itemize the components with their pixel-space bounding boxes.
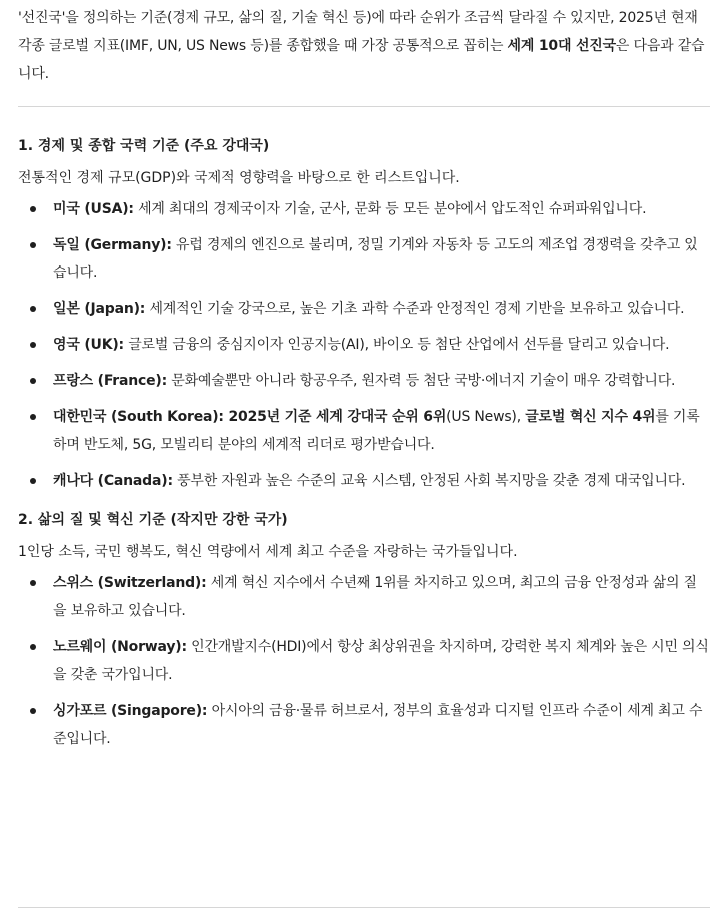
bullet-icon xyxy=(30,306,36,312)
bullet-icon xyxy=(30,378,36,384)
list-item xyxy=(18,403,710,459)
country-name: 캐나다 (Canada): xyxy=(53,473,173,489)
country-list-economy xyxy=(18,195,710,495)
country-name: 영국 (UK): xyxy=(53,337,124,353)
intro-text: '선진국'을 정의하는 기준(경제 규모, 삶의 질, 기술 혁신 등)에 따라 순위가 조금씩 달라질 수 있지만, 2025년 현재 각종 글로벌 지표(IMF, UN, US News 등)를 종합했을 때 가장 공통적으로 꼽히는 xyxy=(18,10,698,54)
country-description: 세계 혁신 지수에서 수년째 1위를 차지하고 있으며, 최고의 금융 안정성과 삶의 질을 보유하고 있습니다. xyxy=(53,575,697,619)
section-description-quality: 1인당 소득, 국민 행복도, 혁신 역량에서 세계 최고 수준을 자랑하는 국가들입니다. xyxy=(18,544,518,560)
bullet-icon xyxy=(30,478,36,484)
list-item xyxy=(18,331,710,359)
section-title-economy: 1. 경제 및 종합 국력 기준 (주요 강대국) xyxy=(18,138,270,154)
country-description: (US News), xyxy=(446,409,526,425)
bullet-icon xyxy=(30,580,36,586)
country-highlight: 글로벌 혁신 지수 4위 xyxy=(525,409,656,425)
list-item xyxy=(18,569,710,625)
intro-paragraph xyxy=(18,0,710,88)
section-title-quality: 2. 삶의 질 및 혁신 기준 (작지만 강한 국가) xyxy=(18,512,288,528)
bullet-icon xyxy=(30,242,36,248)
list-item xyxy=(18,195,710,223)
country-name: 독일 (Germany): xyxy=(53,237,172,253)
country-description: 세계 최대의 경제국이자 기술, 군사, 문화 등 모든 분야에서 압도적인 슈퍼파워입니다. xyxy=(133,201,647,217)
country-description: 아시아의 금융·물류 허브로서, 정부의 효율성과 디지털 인프라 수준이 세계 최고 수준입니다. xyxy=(53,703,703,747)
bullet-icon xyxy=(30,644,36,650)
country-description: 세계적인 기술 강국으로, 높은 기초 과학 수준과 안정적인 경제 기반을 보유하고 있습니다. xyxy=(145,301,685,317)
country-description: 인간개발지수(HDI)에서 항상 최상위권을 차지하며, 강력한 복지 체계와 높은 시민 의식을 갖춘 국가입니다. xyxy=(53,639,709,683)
bullet-icon xyxy=(30,708,36,714)
country-description: 글로벌 금융의 중심지이자 인공지능(AI), 바이오 등 첨단 산업에서 선두를 달리고 있습니다. xyxy=(123,337,670,353)
country-name: 일본 (Japan): xyxy=(53,301,146,317)
country-name: 미국 (USA): xyxy=(53,201,134,217)
section-description-economy: 전통적인 경제 규모(GDP)와 국제적 영향력을 바탕으로 한 리스트입니다. xyxy=(18,170,460,186)
divider xyxy=(18,907,710,908)
country-description-end: 를 기록하며 반도체, 5G, 모빌리티 분야의 세계적 리더로 평가받습니다. xyxy=(53,409,700,453)
country-name: 프랑스 (France): xyxy=(53,373,168,389)
list-item xyxy=(18,633,710,689)
country-name: 노르웨이 (Norway): xyxy=(53,639,187,655)
country-name: 대한민국 (South Korea): 2025년 기준 세계 강대국 순위 6위 xyxy=(53,409,447,425)
country-description: 풍부한 자원과 높은 수준의 교육 시스템, 안정된 사회 복지망을 갖춘 경제 대국입니다. xyxy=(172,473,686,489)
country-description: 유럽 경제의 엔진으로 불리며, 정밀 기계와 자동차 등 고도의 제조업 경쟁력을 갖추고 있습니다. xyxy=(53,237,698,281)
bullet-icon xyxy=(30,206,36,212)
country-name: 싱가포르 (Singapore): xyxy=(53,703,208,719)
list-item xyxy=(18,295,710,323)
bullet-icon xyxy=(30,414,36,420)
divider xyxy=(18,106,710,107)
intro-bold-text: 세계 10대 선진국 xyxy=(507,38,616,54)
intro-text-end: 은 다음과 같습니다. xyxy=(18,38,705,82)
country-description: 문화예술뿐만 아니라 항공우주, 원자력 등 첨단 국방·에너지 기술이 매우 강력합니다. xyxy=(167,373,676,389)
list-item xyxy=(18,697,710,753)
list-item xyxy=(18,467,710,495)
list-item xyxy=(18,367,710,395)
country-list-quality xyxy=(18,569,710,753)
country-name: 스위스 (Switzerland): xyxy=(53,575,207,591)
bullet-icon xyxy=(30,342,36,348)
list-item xyxy=(18,231,710,287)
